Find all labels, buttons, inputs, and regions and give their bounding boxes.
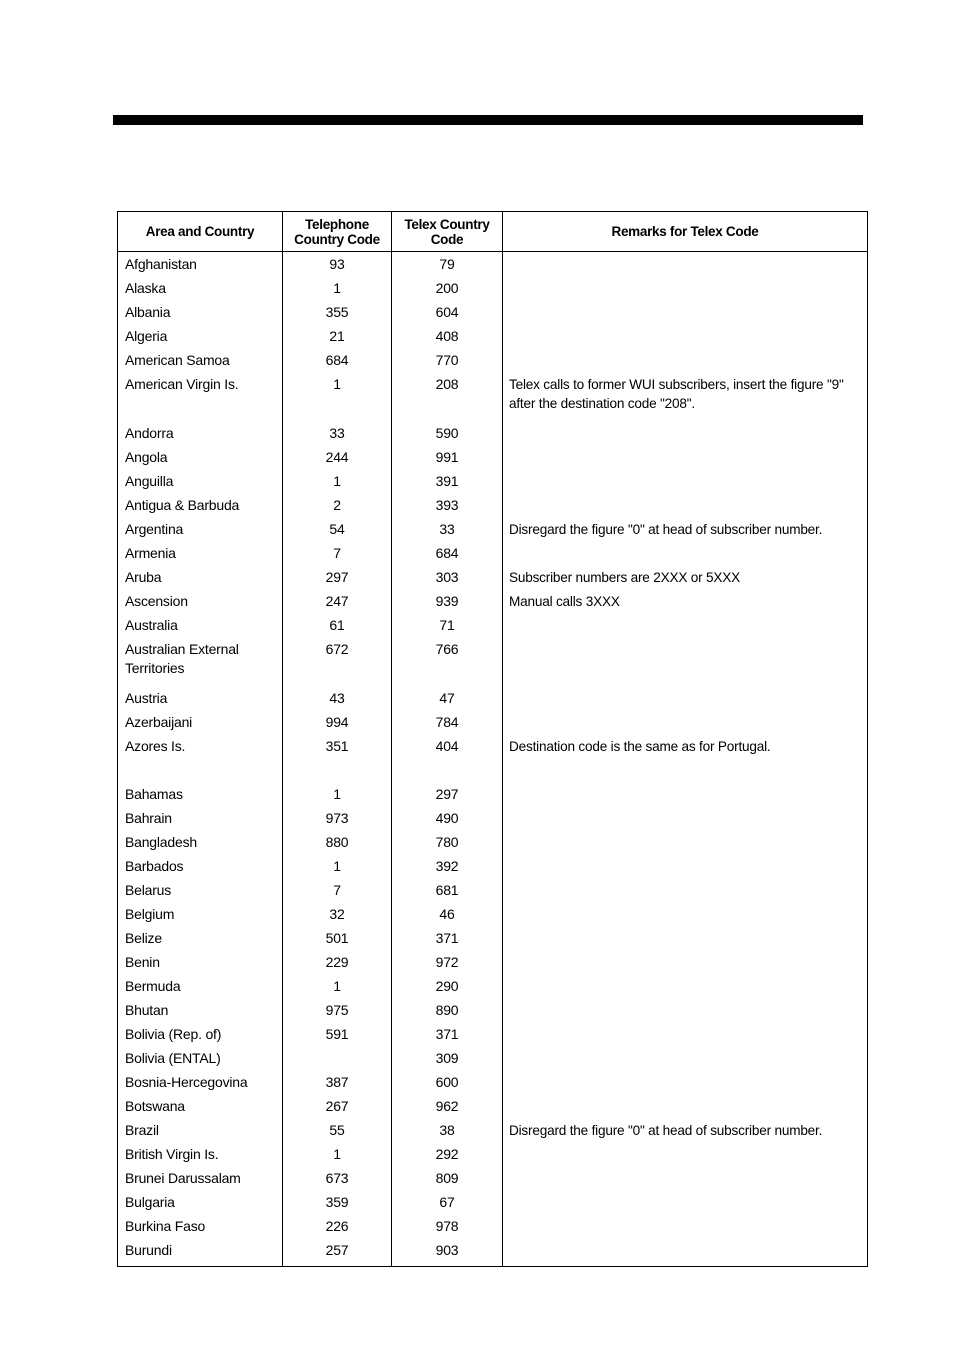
telephone-code-cell: 387 (283, 1071, 392, 1095)
remarks-cell (503, 879, 868, 903)
telephone-code-cell: 1 (283, 470, 392, 494)
remarks-cell (503, 1215, 868, 1239)
country-cell: Australian External Territories (118, 638, 283, 687)
telephone-code-cell: 359 (283, 1191, 392, 1215)
remarks-cell (503, 975, 868, 999)
table-row (118, 1191, 868, 1215)
country-cell: Barbados (118, 855, 283, 879)
table-row (118, 711, 868, 735)
table-row (118, 590, 868, 614)
table-row (118, 1023, 868, 1047)
table-row (118, 446, 868, 470)
country-cell: Bolivia (ENTAL) (118, 1047, 283, 1071)
telex-code-cell: 393 (392, 494, 503, 518)
telex-code-cell: 47 (392, 687, 503, 711)
remarks-cell: Subscriber numbers are 2XXX or 5XXX (503, 566, 868, 590)
country-cell: Burundi (118, 1239, 283, 1267)
table-row (118, 542, 868, 566)
telephone-code-cell: 975 (283, 999, 392, 1023)
table-row (118, 1071, 868, 1095)
telephone-code-cell: 591 (283, 1023, 392, 1047)
telephone-code-cell: 1 (283, 1143, 392, 1167)
table-header (118, 212, 868, 252)
country-cell: Andorra (118, 422, 283, 446)
remarks-cell (503, 277, 868, 301)
telex-code-cell: 371 (392, 927, 503, 951)
telex-code-cell: 972 (392, 951, 503, 975)
table-row (118, 494, 868, 518)
telephone-code-cell: 672 (283, 638, 392, 687)
telephone-code-cell: 244 (283, 446, 392, 470)
table-row (118, 301, 868, 325)
table-row (118, 252, 868, 278)
telex-code-cell: 766 (392, 638, 503, 687)
remarks-cell (503, 903, 868, 927)
remarks-cell (503, 999, 868, 1023)
remarks-cell (503, 855, 868, 879)
remarks-cell (503, 783, 868, 807)
telephone-code-cell: 7 (283, 542, 392, 566)
table-row (118, 638, 868, 687)
telephone-code-cell: 1 (283, 783, 392, 807)
remarks-cell: Manual calls 3XXX (503, 590, 868, 614)
remarks-cell (503, 687, 868, 711)
table-row (118, 903, 868, 927)
remarks-cell (503, 1023, 868, 1047)
country-cell: Bosnia-Hercegovina (118, 1071, 283, 1095)
table-row (118, 855, 868, 879)
table-row (118, 373, 868, 422)
telex-code-cell: 404 (392, 735, 503, 783)
telex-code-cell: 67 (392, 1191, 503, 1215)
telex-code-cell: 780 (392, 831, 503, 855)
telex-code-cell: 890 (392, 999, 503, 1023)
remarks-cell (503, 470, 868, 494)
country-cell: Bolivia (Rep. of) (118, 1023, 283, 1047)
table-row (118, 470, 868, 494)
table-row (118, 951, 868, 975)
telex-code-cell: 38 (392, 1119, 503, 1143)
remarks-cell (503, 1095, 868, 1119)
table-row (118, 1239, 868, 1267)
remarks-cell (503, 494, 868, 518)
telex-code-cell: 46 (392, 903, 503, 927)
remarks-cell (503, 301, 868, 325)
remarks-cell (503, 1047, 868, 1071)
table-row (118, 422, 868, 446)
table-body (118, 252, 868, 1267)
country-cell: Argentina (118, 518, 283, 542)
country-cell: Bahamas (118, 783, 283, 807)
remarks-cell: Destination code is the same as for Portugal. (503, 735, 868, 783)
remarks-cell (503, 349, 868, 373)
country-cell: Aruba (118, 566, 283, 590)
remarks-cell (503, 1071, 868, 1095)
country-cell: American Samoa (118, 349, 283, 373)
telex-code-cell: 408 (392, 325, 503, 349)
telex-code-cell: 809 (392, 1167, 503, 1191)
telex-code-cell: 200 (392, 277, 503, 301)
country-cell: Belgium (118, 903, 283, 927)
telex-code-cell: 392 (392, 855, 503, 879)
telephone-code-cell: 267 (283, 1095, 392, 1119)
telephone-code-cell: 880 (283, 831, 392, 855)
header-telephone-code: Telephone Country Code (283, 212, 392, 252)
telephone-code-cell: 994 (283, 711, 392, 735)
country-cell: Azores Is. (118, 735, 283, 783)
table-row (118, 1167, 868, 1191)
country-cell: British Virgin Is. (118, 1143, 283, 1167)
table-row (118, 783, 868, 807)
remarks-cell (503, 951, 868, 975)
telex-code-cell: 297 (392, 783, 503, 807)
table-row (118, 687, 868, 711)
country-cell: Brazil (118, 1119, 283, 1143)
table-row (118, 518, 868, 542)
telephone-code-cell: 2 (283, 494, 392, 518)
country-cell: Bahrain (118, 807, 283, 831)
telex-code-cell: 79 (392, 252, 503, 278)
telex-code-cell: 991 (392, 446, 503, 470)
header-remarks: Remarks for Telex Code (503, 212, 868, 252)
telex-code-cell: 292 (392, 1143, 503, 1167)
remarks-cell (503, 252, 868, 278)
telex-code-cell: 770 (392, 349, 503, 373)
country-cell: Bulgaria (118, 1191, 283, 1215)
telex-code-cell: 309 (392, 1047, 503, 1071)
remarks-cell (503, 614, 868, 638)
remarks-cell (503, 711, 868, 735)
remarks-cell (503, 422, 868, 446)
header-area-country: Area and Country (118, 212, 283, 252)
country-cell: Brunei Darussalam (118, 1167, 283, 1191)
table-row (118, 975, 868, 999)
header-rule (113, 115, 863, 125)
table-row (118, 349, 868, 373)
telephone-code-cell: 55 (283, 1119, 392, 1143)
telex-code-cell: 939 (392, 590, 503, 614)
remarks-cell (503, 638, 868, 687)
remarks-cell (503, 807, 868, 831)
telex-code-cell: 33 (392, 518, 503, 542)
table-row (118, 1143, 868, 1167)
telephone-code-cell: 33 (283, 422, 392, 446)
remarks-cell (503, 1191, 868, 1215)
telex-code-cell: 978 (392, 1215, 503, 1239)
telex-code-cell: 290 (392, 975, 503, 999)
country-cell: Bermuda (118, 975, 283, 999)
telephone-code-cell: 351 (283, 735, 392, 783)
country-code-table (117, 211, 868, 1267)
telephone-code-cell: 1 (283, 855, 392, 879)
table-row (118, 807, 868, 831)
remarks-cell (503, 927, 868, 951)
telephone-code-cell: 1 (283, 975, 392, 999)
remarks-cell (503, 1167, 868, 1191)
remarks-cell (503, 325, 868, 349)
country-cell: Belarus (118, 879, 283, 903)
telephone-code-cell: 7 (283, 879, 392, 903)
telephone-code-cell: 673 (283, 1167, 392, 1191)
country-cell: Alaska (118, 277, 283, 301)
telephone-code-cell: 684 (283, 349, 392, 373)
telex-code-cell: 962 (392, 1095, 503, 1119)
table-row (118, 927, 868, 951)
country-cell: Armenia (118, 542, 283, 566)
remarks-cell: Disregard the figure "0" at head of subscriber number. (503, 1119, 868, 1143)
telex-code-cell: 391 (392, 470, 503, 494)
remarks-cell (503, 1239, 868, 1267)
remarks-cell (503, 831, 868, 855)
remarks-cell (503, 542, 868, 566)
country-cell: Austria (118, 687, 283, 711)
telex-code-cell: 208 (392, 373, 503, 422)
country-cell: Azerbaijani (118, 711, 283, 735)
telephone-code-cell: 297 (283, 566, 392, 590)
telex-code-cell: 303 (392, 566, 503, 590)
country-cell: Benin (118, 951, 283, 975)
telephone-code-cell: 973 (283, 807, 392, 831)
country-cell: Angola (118, 446, 283, 470)
table-row (118, 277, 868, 301)
telex-code-cell: 903 (392, 1239, 503, 1267)
remarks-cell: Disregard the figure "0" at head of subscriber number. (503, 518, 868, 542)
country-cell: Antigua & Barbuda (118, 494, 283, 518)
country-cell: Australia (118, 614, 283, 638)
remarks-cell (503, 1143, 868, 1167)
telephone-code-cell: 93 (283, 252, 392, 278)
telephone-code-cell: 1 (283, 277, 392, 301)
remarks-cell (503, 446, 868, 470)
country-cell: Botswana (118, 1095, 283, 1119)
table-row (118, 879, 868, 903)
table-row (118, 831, 868, 855)
telephone-code-cell: 1 (283, 373, 392, 422)
telex-code-cell: 681 (392, 879, 503, 903)
telex-code-cell: 371 (392, 1023, 503, 1047)
country-cell: American Virgin Is. (118, 373, 283, 422)
telephone-code-cell: 257 (283, 1239, 392, 1267)
table-row (118, 566, 868, 590)
table-row (118, 614, 868, 638)
header-telex-code: Telex Country Code (392, 212, 503, 252)
telex-code-cell: 71 (392, 614, 503, 638)
country-cell: Afghanistan (118, 252, 283, 278)
table-row (118, 1215, 868, 1239)
country-cell: Bangladesh (118, 831, 283, 855)
country-cell: Albania (118, 301, 283, 325)
remarks-cell: Telex calls to former WUI subscribers, insert the figure "9" after the destination code "208". (503, 373, 868, 422)
telephone-code-cell: 355 (283, 301, 392, 325)
telephone-code-cell: 501 (283, 927, 392, 951)
telephone-code-cell (283, 1047, 392, 1071)
table-row (118, 735, 868, 783)
table-row (118, 1095, 868, 1119)
table-row (118, 1119, 868, 1143)
telephone-code-cell: 54 (283, 518, 392, 542)
table-row (118, 999, 868, 1023)
country-cell: Burkina Faso (118, 1215, 283, 1239)
telephone-code-cell: 229 (283, 951, 392, 975)
telephone-code-cell: 21 (283, 325, 392, 349)
telex-code-cell: 784 (392, 711, 503, 735)
telex-code-cell: 600 (392, 1071, 503, 1095)
telephone-code-cell: 247 (283, 590, 392, 614)
country-cell: Anguilla (118, 470, 283, 494)
telex-code-cell: 604 (392, 301, 503, 325)
country-cell: Ascension (118, 590, 283, 614)
telex-code-cell: 490 (392, 807, 503, 831)
telex-code-cell: 590 (392, 422, 503, 446)
telephone-code-cell: 43 (283, 687, 392, 711)
country-cell: Algeria (118, 325, 283, 349)
telephone-code-cell: 32 (283, 903, 392, 927)
country-cell: Bhutan (118, 999, 283, 1023)
country-cell: Belize (118, 927, 283, 951)
telephone-code-cell: 226 (283, 1215, 392, 1239)
telex-code-cell: 684 (392, 542, 503, 566)
telephone-code-cell: 61 (283, 614, 392, 638)
table-row (118, 325, 868, 349)
table-row (118, 1047, 868, 1071)
